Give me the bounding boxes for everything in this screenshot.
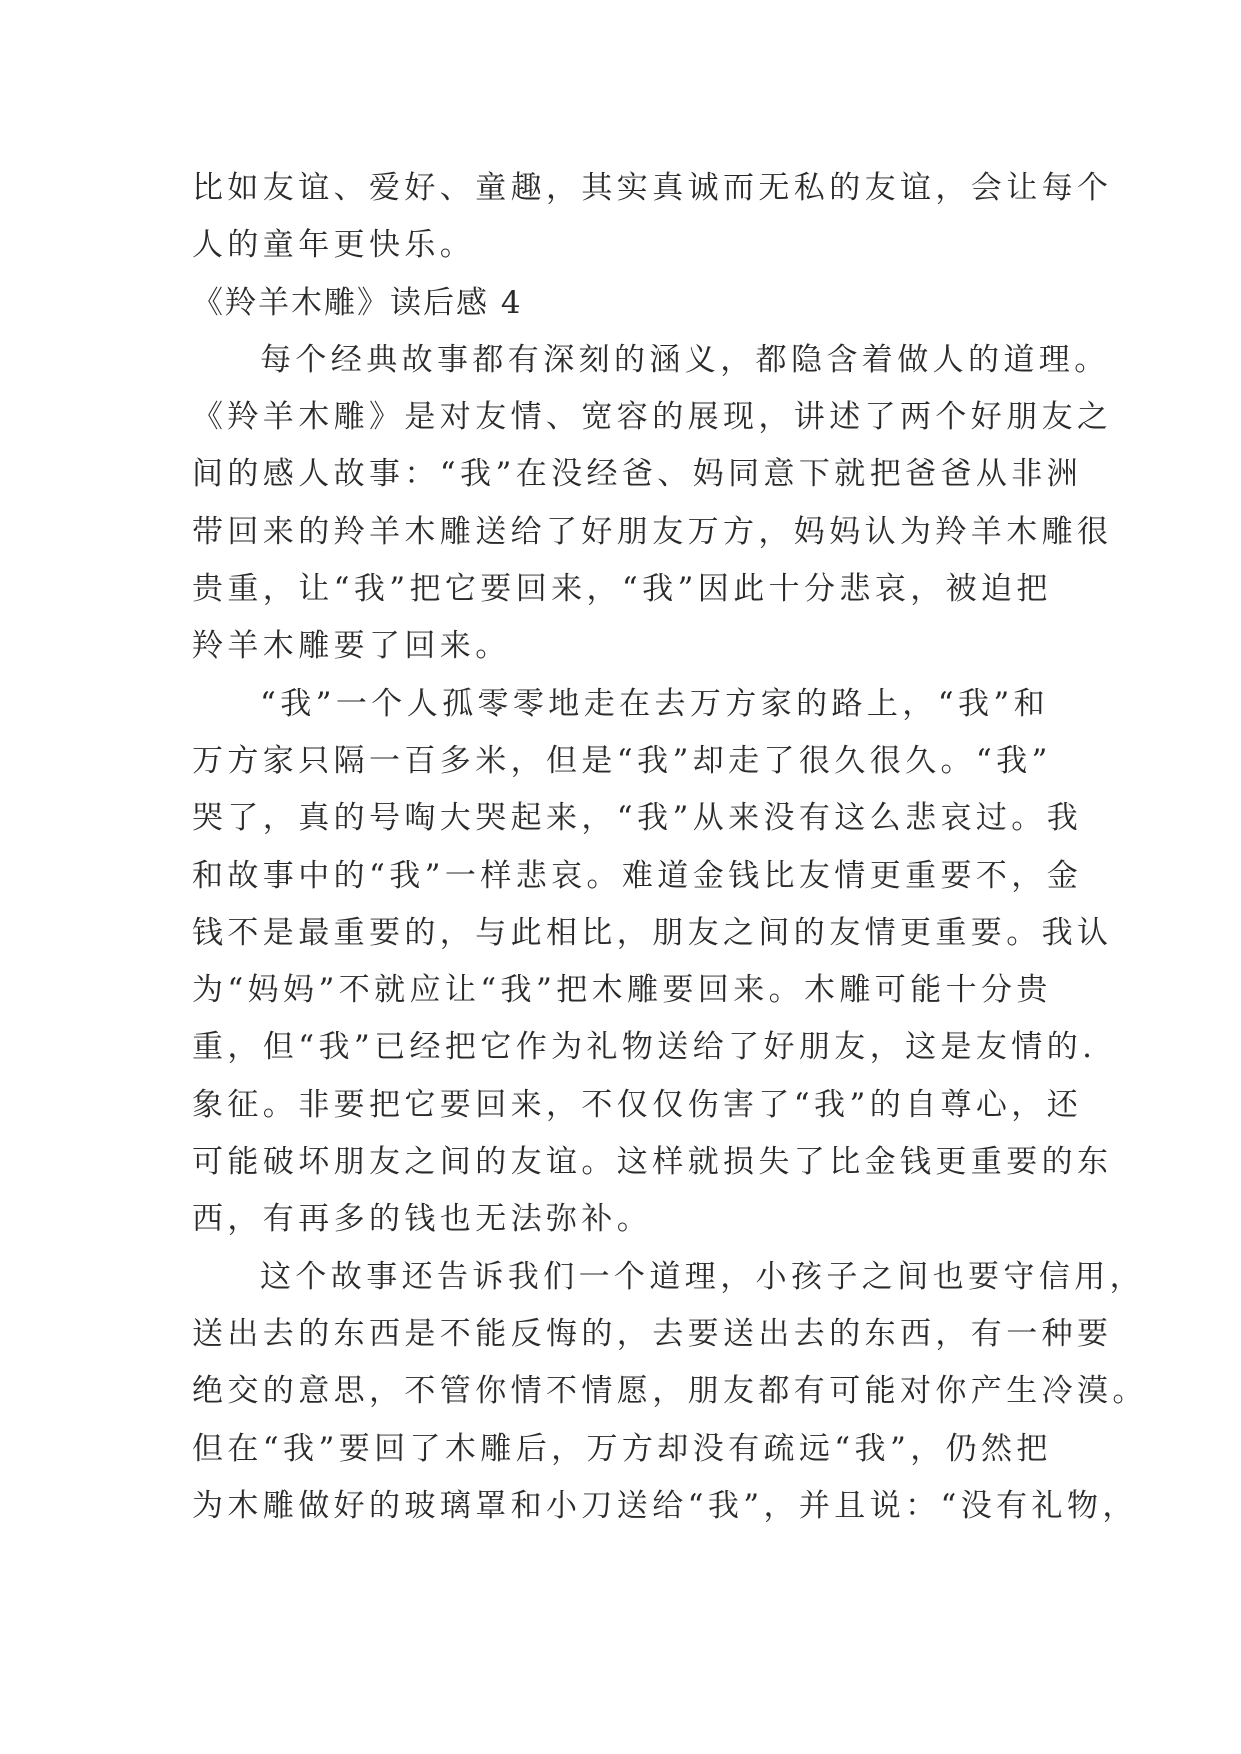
text-line: 为“妈妈”不就应让“我”把木雕要回来。木雕可能十分贵 [192,972,1052,1009]
text-line: 重，但“我”已经把它作为礼物送给了好朋友，这是友情的. [192,1029,1097,1066]
text-line: 为木雕做好的玻璃罩和小刀送给“我”，并且说：“没有礼物， [192,1487,1138,1524]
text-line: 西，有再多的钱也无法弥补。 [192,1201,653,1238]
paragraph-first-line: 每个经典故事都有深刻的涵义，都隐含着做人的道理。 [260,341,1110,378]
paragraph-first-line: “我”一个人孤零零地走在去万方家的路上，“我”和 [260,685,1049,722]
text-line: 可能破坏朋友之间的友谊。这样就损失了比金钱更重要的东 [192,1144,1113,1181]
body-text [192,160,1148,1535]
text-line: 带回来的羚羊木雕送给了好朋友万方，妈妈认为羚羊木雕很 [192,513,1113,550]
text-line: 但在“我”要回了木雕后，万方却没有疏远“我”，仍然把 [192,1430,1052,1467]
text-line: 象征。非要把它要回来，不仅仅伤害了“我”的自尊心，还 [192,1086,1083,1123]
text-line: 送出去的东西是不能反悔的，去要送出去的东西，有一种要 [192,1315,1113,1352]
section-heading: 《羚羊木雕》读后感 4 [192,284,523,321]
text-line: 绝交的意思，不管你情不情愿，朋友都有可能对你产生冷漠。 [192,1373,1148,1410]
text-line: 贵重，让“我”把它要回来，“我”因此十分悲哀，被迫把 [192,571,1052,608]
paragraph-first-line: 这个故事还告诉我们一个道理，小孩子之间也要守信用， [260,1258,1145,1295]
text-line: 人的童年更快乐。 [192,227,476,264]
text-line: 羚羊木雕要了回来。 [192,628,511,665]
text-line: 钱不是最重要的，与此相比，朋友之间的友情更重要。我认 [192,914,1113,951]
text-line: 哭了，真的号啕大哭起来，“我”从来没有这么悲哀过。我 [192,800,1083,837]
text-line: 比如友谊、爱好、童趣，其实真诚而无私的友谊，会让每个 [192,170,1113,206]
text-line: 万方家只隔一百多米，但是“我”却走了很久很久。“我” [192,742,1052,779]
text-line: 《羚羊木雕》是对友情、宽容的展现，讲述了两个好朋友之 [192,399,1113,436]
text-line: 和故事中的“我”一样悲哀。难道金钱比友情更重要不，金 [192,857,1083,894]
text-line: 间的感人故事：“我”在没经爸、妈同意下就把爸爸从非洲 [192,456,1083,493]
